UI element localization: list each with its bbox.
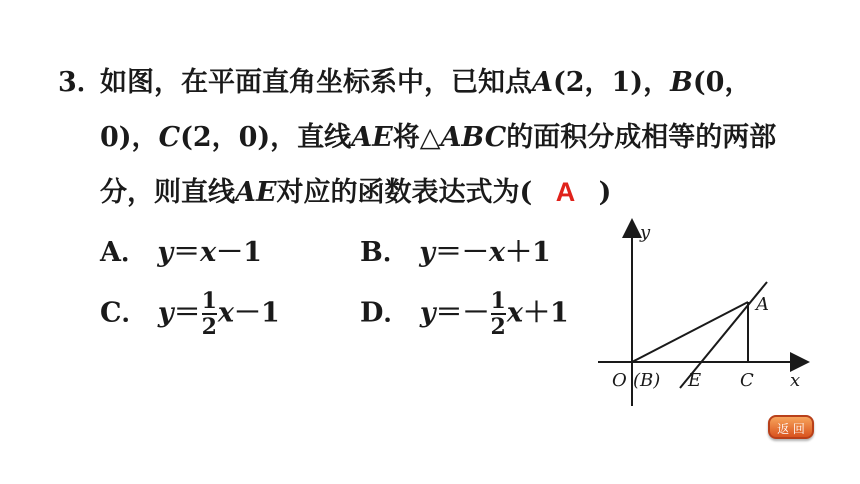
fraction	[491, 290, 506, 338]
text: (0，	[692, 67, 752, 98]
text: )	[598, 177, 612, 208]
label-origin: O	[612, 370, 627, 391]
op: ＝	[173, 237, 201, 268]
option-label: D．	[360, 297, 411, 329]
label-x: x	[790, 370, 801, 391]
segment-ba	[632, 302, 748, 362]
op: ＋1	[522, 297, 569, 329]
point-c: C	[158, 122, 181, 153]
op: ＋1	[505, 237, 551, 268]
text: 0)，	[100, 122, 159, 153]
text: 如图，在平面直角坐标系中，已知点	[100, 67, 532, 98]
triangle-abc: ABC	[440, 122, 507, 153]
op: －1	[216, 237, 262, 268]
question-line-3	[100, 170, 611, 209]
option-label: A．	[100, 237, 148, 268]
op: ＝	[173, 297, 201, 329]
answer: A	[555, 177, 576, 207]
var-x: x	[217, 297, 235, 329]
var-x: x	[506, 297, 523, 329]
text: 的面积分成相等的两部	[506, 122, 777, 153]
denominator: 2	[490, 314, 506, 340]
back-button[interactable]: 返 回	[768, 415, 814, 439]
option-label: B．	[360, 237, 410, 268]
denominator: 2	[201, 314, 217, 340]
coordinate-graph	[590, 210, 820, 410]
label-y: y	[640, 222, 651, 243]
numerator: 1	[201, 288, 217, 314]
op: －1	[234, 297, 280, 329]
label-b: (B)	[633, 370, 661, 391]
question-line-2	[100, 115, 776, 154]
var-y: y	[419, 237, 435, 268]
label-a: A	[756, 294, 769, 315]
option-b[interactable]	[360, 230, 551, 269]
question-number: 3．	[58, 67, 104, 98]
point-b: B	[670, 67, 693, 98]
text: 对应的函数表达式为(	[276, 177, 533, 208]
var-y: y	[157, 237, 174, 268]
option-c[interactable]	[100, 290, 280, 338]
text: 将△	[392, 122, 441, 153]
var-x: x	[200, 237, 217, 268]
fraction	[202, 290, 217, 338]
var-x: x	[488, 237, 506, 268]
option-a[interactable]	[100, 230, 262, 269]
option-d[interactable]	[360, 290, 569, 338]
text: (2，1)，	[552, 67, 671, 98]
text: 分，则直线	[100, 177, 235, 208]
question-line-1	[100, 60, 751, 99]
var-y: y	[157, 297, 174, 329]
line-ae: AE	[351, 122, 393, 153]
label-c: C	[740, 370, 754, 391]
var-y: y	[419, 297, 436, 329]
op: ＝－	[435, 297, 490, 329]
label-e: E	[688, 370, 702, 391]
line-ae: AE	[235, 177, 277, 208]
text: (2，0)，直线	[180, 122, 352, 153]
op: ＝－	[434, 237, 489, 268]
option-label: C．	[100, 297, 149, 329]
numerator: 1	[490, 288, 506, 314]
point-a: A	[532, 67, 553, 98]
